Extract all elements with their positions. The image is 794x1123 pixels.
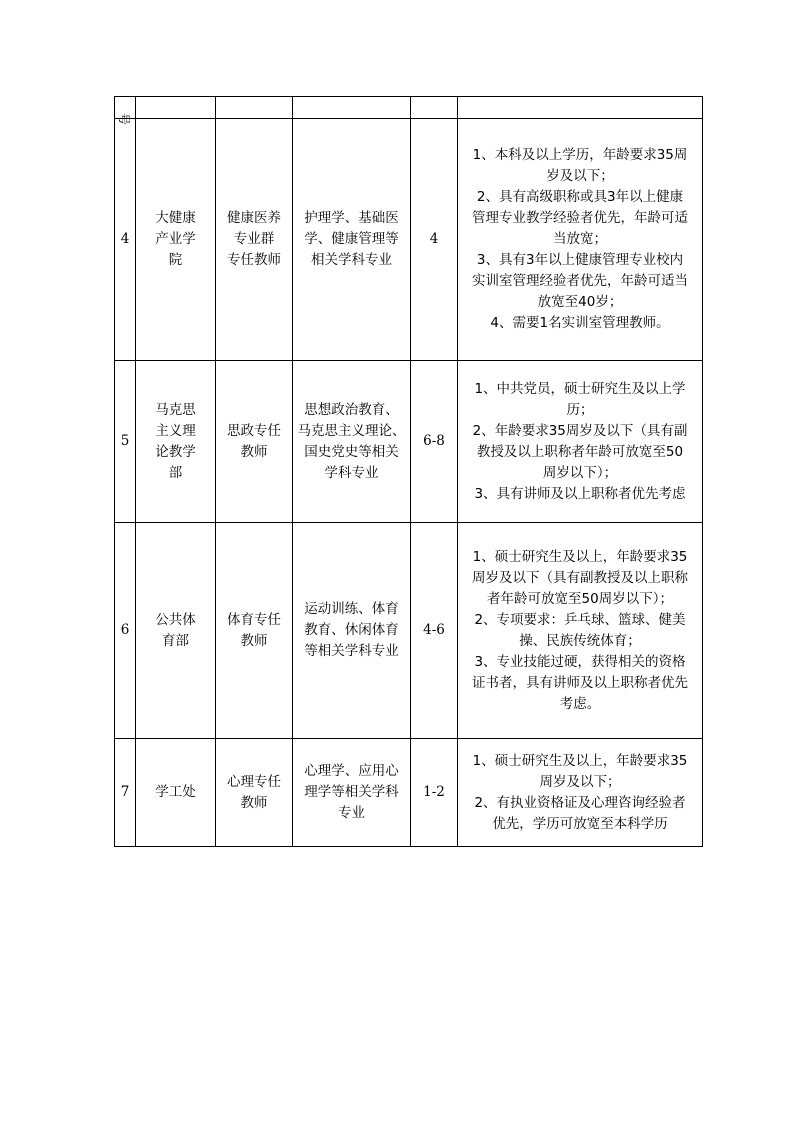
row-count: 6-8	[411, 361, 458, 523]
requirement-line: 2、年龄要求35周岁及以下（具有副	[472, 422, 688, 439]
row-position	[216, 523, 293, 739]
row-index: 4	[115, 119, 136, 361]
requirement-line: 2、有执业资格证及心理咨询经验者	[474, 794, 686, 811]
row-major	[293, 739, 411, 847]
row-count: 4-6	[411, 523, 458, 739]
header-major-cell	[293, 97, 411, 119]
requirement-line: 1、本科及以上学历，年龄要求35周	[472, 147, 688, 163]
requirement-line: 1、中共党员，硕士研究生及以上学	[474, 380, 686, 397]
row-requirements	[458, 361, 703, 523]
header-position-cell	[216, 97, 293, 119]
row-index: 5	[115, 361, 136, 523]
requirement-line: 考虑。	[559, 695, 601, 712]
requirement-line: 3、专业技能过硬，获得相关的资格	[474, 653, 686, 670]
row-requirements	[458, 523, 703, 739]
row-major	[293, 361, 411, 523]
row-major	[293, 119, 411, 361]
position-text: 体育专任 教师	[227, 611, 281, 649]
position-text: 思政专任 教师	[227, 422, 281, 460]
requirement-line: 4、需要1名实训室管理教师。	[490, 315, 670, 331]
requirement-line: 证书者，具有讲师及以上职称者优先	[472, 674, 688, 691]
department-text: 马克思 主义理 论教学 部	[155, 401, 196, 481]
requirement-line: 操、民族传统体育；	[519, 632, 641, 649]
major-text: 护理学、基础医 学、健康管理等 相关学科专业	[304, 210, 399, 268]
header-department-cell	[136, 97, 216, 119]
requirement-line: 3、具有3年以上健康管理专业校内	[476, 252, 684, 268]
requirement-line: 1、硕士研究生及以上，年龄要求35	[472, 752, 688, 769]
table-row	[115, 739, 703, 847]
row-requirements	[458, 119, 703, 361]
table-row	[115, 361, 703, 523]
row-requirements	[458, 739, 703, 847]
position-text: 心理专任 教师	[227, 773, 281, 811]
row-count: 1-2	[411, 739, 458, 847]
row-major	[293, 523, 411, 739]
requirement-line: 2、专项要求：乒乓球、篮球、健美	[474, 611, 686, 628]
row-position	[216, 119, 293, 361]
requirement-line: 周岁及以下；	[539, 773, 621, 790]
row-department	[136, 119, 216, 361]
row-department	[136, 739, 216, 847]
requirement-line: 当放宽；	[553, 231, 607, 247]
recruitment-table	[114, 96, 703, 847]
header-index-char: 号	[117, 112, 131, 125]
requirement-line: 实训室管理经验者优先，年龄可适当	[472, 273, 688, 289]
table-row	[115, 523, 703, 739]
major-text: 运动训练、体育 教育、休闲体育 等相关学科专业	[304, 601, 399, 659]
row-count: 4	[411, 119, 458, 361]
position-text: 健康医养 专业群 专任教师	[227, 210, 281, 268]
requirement-line: 3、具有讲师及以上职称者优先考虑	[474, 485, 686, 502]
requirement-line: 者年龄可放宽至50周岁以下）；	[487, 590, 673, 607]
department-text: 大健康 产业学 院	[155, 210, 196, 268]
row-position	[216, 739, 293, 847]
requirement-line: 优先，学历可放宽至本科学历	[492, 815, 668, 832]
row-department	[136, 361, 216, 523]
requirement-line: 历；	[566, 401, 594, 418]
requirement-line: 2、具有高级职称或具3年以上健康	[476, 189, 684, 205]
requirement-line: 周岁及以下（具有副教授及以上职称	[472, 569, 688, 586]
department-text: 学工处	[155, 784, 196, 800]
department-text: 公共体 育部	[155, 611, 196, 649]
requirement-line: 管理专业教学经验者优先，年龄可适	[472, 210, 688, 226]
row-index: 6	[115, 523, 136, 739]
header-requirements-cell	[458, 97, 703, 119]
header-index-cell	[115, 97, 136, 125]
table-row	[115, 119, 703, 361]
requirement-line: 教授及以上职称者年龄可放宽至50	[476, 443, 684, 460]
row-department	[136, 523, 216, 739]
major-text: 心理学、应用心 理学等相关学科 专业	[304, 763, 399, 821]
major-text: 思想政治教育、 马克思主义理论、 国史党史等相关 学科专业	[297, 401, 406, 481]
requirement-line: 放宽至40岁；	[537, 294, 623, 310]
header-count-cell	[411, 97, 458, 119]
requirement-line: 岁及以下；	[546, 168, 614, 184]
requirement-line: 1、硕士研究生及以上，年龄要求35	[472, 548, 688, 565]
requirement-line: 周岁以下）；	[542, 464, 618, 481]
table-header-continuation-row	[115, 97, 703, 119]
row-position	[216, 361, 293, 523]
row-index: 7	[115, 739, 136, 847]
